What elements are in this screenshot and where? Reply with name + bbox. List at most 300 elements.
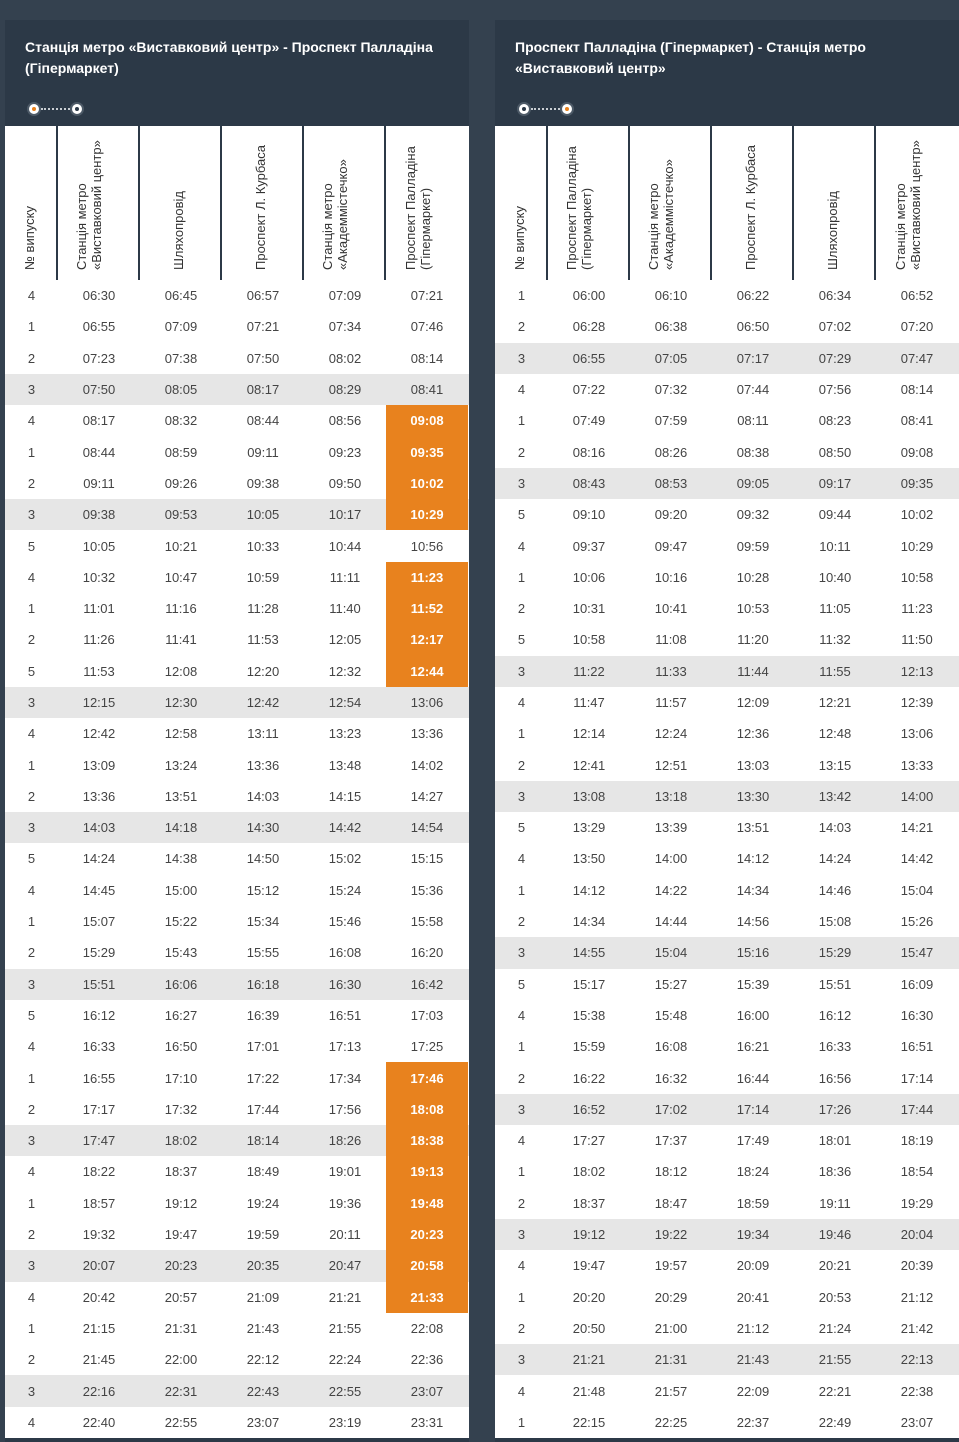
time-cell: 13:36 xyxy=(410,726,444,742)
time-cell: 09:38 xyxy=(246,475,280,491)
time-cell: 19:57 xyxy=(654,1258,688,1274)
time-cell: 22:12 xyxy=(246,1352,280,1368)
time-cell: 08:44 xyxy=(246,413,280,429)
panel-header xyxy=(495,20,959,123)
time-cell: 20:04 xyxy=(900,1227,934,1243)
time-cell: 17:13 xyxy=(328,1039,362,1055)
time-cell: 11:20 xyxy=(737,632,769,648)
table-row xyxy=(5,311,469,342)
time-cell: 13:15 xyxy=(818,757,852,773)
time-cell: 06:00 xyxy=(572,288,606,304)
time-cell: 18:01 xyxy=(818,1133,852,1149)
time-cell: 08:53 xyxy=(654,475,688,491)
table-row xyxy=(5,1062,469,1093)
time-cell: 23:07 xyxy=(246,1414,280,1430)
table-row xyxy=(495,906,959,937)
time-cell: 15:26 xyxy=(900,914,934,930)
time-cell: 16:27 xyxy=(164,1007,198,1023)
time-cell: 07:02 xyxy=(818,319,852,335)
time-cell: 10:11 xyxy=(819,538,851,554)
time-cell: 15:34 xyxy=(246,914,280,930)
time-cell: 07:29 xyxy=(818,350,852,366)
time-cell: 08:41 xyxy=(900,413,934,429)
time-cell: 21:33 xyxy=(386,1282,468,1313)
time-cell: 16:09 xyxy=(900,976,934,992)
table-body xyxy=(5,280,469,1438)
departure-number-cell: 5 xyxy=(517,507,526,523)
time-cell: 16:12 xyxy=(82,1007,116,1023)
departure-number-cell: 4 xyxy=(517,1133,526,1149)
departure-number-cell: 2 xyxy=(27,1101,36,1117)
time-cell: 18:22 xyxy=(82,1164,116,1180)
time-cell: 07:21 xyxy=(410,288,444,304)
column-header: Проспект Л. Курбаса xyxy=(712,126,794,280)
time-cell: 10:41 xyxy=(654,601,688,617)
table-row xyxy=(495,1062,959,1093)
table-row xyxy=(495,1125,959,1156)
departure-number-cell: 1 xyxy=(517,1164,526,1180)
time-cell: 08:29 xyxy=(328,382,362,398)
time-cell: 21:09 xyxy=(246,1289,280,1305)
time-cell: 10:06 xyxy=(572,569,606,585)
time-cell: 17:49 xyxy=(736,1133,770,1149)
time-cell: 12:48 xyxy=(818,726,852,742)
time-cell: 16:50 xyxy=(164,1039,198,1055)
departure-number-cell: 3 xyxy=(27,695,36,710)
time-cell: 12:54 xyxy=(328,695,362,710)
route-line-icon xyxy=(41,108,70,110)
time-cell: 13:03 xyxy=(736,757,770,773)
time-cell: 16:51 xyxy=(900,1039,934,1055)
time-cell: 10:29 xyxy=(900,538,934,554)
table-header xyxy=(5,123,469,280)
time-cell: 21:57 xyxy=(654,1383,688,1399)
time-cell: 19:12 xyxy=(164,1195,198,1211)
time-cell: 13:11 xyxy=(247,726,279,742)
departure-number-cell: 3 xyxy=(27,1133,36,1149)
time-cell: 10:53 xyxy=(736,601,770,617)
table-row xyxy=(5,718,469,749)
table-row xyxy=(495,1282,959,1313)
time-cell: 18:12 xyxy=(654,1164,688,1180)
route-title: Станція метро «Виставковий центр» - Проспект Палладіна (Гіпермаркет) xyxy=(25,39,433,76)
time-cell: 23:07 xyxy=(410,1383,444,1399)
departure-number-cell: 2 xyxy=(27,788,36,804)
table-row xyxy=(5,374,469,405)
time-cell: 22:31 xyxy=(164,1383,198,1399)
table-row xyxy=(495,624,959,655)
time-cell: 11:40 xyxy=(329,601,361,617)
departure-number-cell: 1 xyxy=(517,1414,526,1430)
departure-number-cell: 3 xyxy=(27,507,36,523)
departure-number-cell: 4 xyxy=(27,413,36,429)
departure-number-cell: 2 xyxy=(27,350,36,366)
time-cell: 15:59 xyxy=(572,1039,606,1055)
time-cell: 14:50 xyxy=(246,851,280,867)
time-cell: 07:50 xyxy=(246,350,280,366)
time-cell: 17:34 xyxy=(328,1070,362,1086)
time-cell: 15:24 xyxy=(328,882,362,898)
departure-number-cell: 4 xyxy=(517,538,526,554)
time-cell: 08:14 xyxy=(900,382,934,398)
time-cell: 08:50 xyxy=(818,444,852,460)
time-cell: 17:46 xyxy=(386,1062,468,1093)
time-cell: 12:30 xyxy=(164,695,198,710)
time-cell: 20:20 xyxy=(572,1289,606,1305)
column-header: Проспект Л. Курбаса xyxy=(222,126,304,280)
schedule-panel-inbound xyxy=(495,20,959,1442)
departure-number-cell: 2 xyxy=(27,1227,36,1243)
table-row xyxy=(5,969,469,1000)
departure-number-cell: 1 xyxy=(27,1070,36,1086)
table-row xyxy=(495,562,959,593)
time-cell: 22:25 xyxy=(654,1414,688,1430)
time-cell: 18:02 xyxy=(164,1133,198,1149)
time-cell: 17:44 xyxy=(900,1101,934,1117)
time-cell: 12:39 xyxy=(900,695,934,710)
time-cell: 20:57 xyxy=(164,1289,198,1305)
column-header: Шляхопровід xyxy=(140,126,222,280)
time-cell: 08:17 xyxy=(246,382,280,398)
time-cell: 11:32 xyxy=(819,632,851,648)
time-cell: 11:50 xyxy=(901,632,933,648)
table-row xyxy=(495,1188,959,1219)
time-cell: 14:24 xyxy=(82,851,116,867)
table-row xyxy=(5,1000,469,1031)
time-cell: 08:38 xyxy=(736,444,770,460)
table-row xyxy=(495,593,959,624)
time-cell: 13:30 xyxy=(736,788,770,804)
table-row xyxy=(495,436,959,467)
time-cell: 19:59 xyxy=(246,1227,280,1243)
table-row xyxy=(495,1313,959,1344)
time-cell: 14:21 xyxy=(900,820,934,836)
time-cell: 22:49 xyxy=(818,1414,852,1430)
time-cell: 08:59 xyxy=(164,444,198,460)
table-row xyxy=(5,499,469,530)
table-body xyxy=(495,280,959,1438)
time-cell: 23:07 xyxy=(900,1414,934,1430)
time-cell: 11:16 xyxy=(165,601,197,617)
departure-number-cell: 3 xyxy=(517,1352,526,1368)
table-row xyxy=(495,1344,959,1375)
time-cell: 18:49 xyxy=(246,1164,280,1180)
departure-number-cell: 2 xyxy=(27,945,36,961)
time-cell: 10:29 xyxy=(386,499,468,530)
time-cell: 08:44 xyxy=(82,444,116,460)
time-cell: 14:02 xyxy=(410,757,444,773)
time-cell: 21:15 xyxy=(82,1320,116,1336)
departure-number-cell: 2 xyxy=(517,757,526,773)
route-start-dot-icon xyxy=(517,102,531,116)
schedule-panel-outbound xyxy=(5,20,469,1442)
time-cell: 16:12 xyxy=(818,1007,852,1023)
time-cell: 15:15 xyxy=(410,851,444,867)
time-cell: 11:23 xyxy=(901,601,933,617)
time-cell: 18:37 xyxy=(164,1164,198,1180)
time-cell: 18:47 xyxy=(654,1195,688,1211)
time-cell: 15:38 xyxy=(572,1007,606,1023)
column-header: Станція метро «Виставковий центр» xyxy=(893,140,923,270)
time-cell: 08:32 xyxy=(164,413,198,429)
time-cell: 21:48 xyxy=(572,1383,606,1399)
table-row xyxy=(5,906,469,937)
time-cell: 12:21 xyxy=(818,695,852,710)
time-cell: 06:34 xyxy=(818,288,852,304)
time-cell: 15:58 xyxy=(410,914,444,930)
time-cell: 21:21 xyxy=(572,1352,606,1368)
departure-number-cell: 1 xyxy=(517,882,526,898)
departure-number-cell: 4 xyxy=(517,851,526,867)
time-cell: 16:39 xyxy=(246,1007,280,1023)
time-cell: 16:51 xyxy=(328,1007,362,1023)
time-cell: 15:55 xyxy=(246,945,280,961)
time-cell: 07:46 xyxy=(410,319,444,335)
time-cell: 10:16 xyxy=(654,569,688,585)
time-cell: 07:05 xyxy=(654,350,688,366)
time-cell: 12:44 xyxy=(386,656,468,687)
time-cell: 11:11 xyxy=(329,569,361,585)
time-cell: 14:12 xyxy=(736,851,770,867)
time-cell: 16:08 xyxy=(654,1039,688,1055)
time-cell: 11:28 xyxy=(247,601,279,617)
time-cell: 07:47 xyxy=(900,350,934,366)
time-cell: 14:42 xyxy=(328,820,362,836)
time-cell: 07:21 xyxy=(246,319,280,335)
time-cell: 12:13 xyxy=(900,663,934,679)
time-cell: 17:44 xyxy=(246,1101,280,1117)
time-cell: 11:44 xyxy=(737,663,769,679)
table-row xyxy=(495,781,959,812)
time-cell: 19:34 xyxy=(736,1227,770,1243)
time-cell: 09:08 xyxy=(900,444,934,460)
time-cell: 23:19 xyxy=(328,1414,362,1430)
time-cell: 22:24 xyxy=(328,1352,362,1368)
departure-number-cell: 4 xyxy=(27,726,36,742)
time-cell: 09:23 xyxy=(328,444,362,460)
time-cell: 15:08 xyxy=(818,914,852,930)
time-cell: 14:00 xyxy=(900,788,934,804)
time-cell: 14:12 xyxy=(572,882,606,898)
time-cell: 22:09 xyxy=(736,1383,770,1399)
time-cell: 22:36 xyxy=(410,1352,444,1368)
time-cell: 21:21 xyxy=(328,1289,362,1305)
time-cell: 06:55 xyxy=(572,350,606,366)
column-header: № випуску xyxy=(5,126,58,280)
time-cell: 18:02 xyxy=(572,1164,606,1180)
time-cell: 10:33 xyxy=(246,538,280,554)
time-cell: 16:21 xyxy=(736,1039,770,1055)
table-row xyxy=(5,1156,469,1187)
route-direction-indicator[interactable] xyxy=(517,99,587,119)
table-row xyxy=(495,843,959,874)
time-cell: 22:55 xyxy=(164,1414,198,1430)
table-row xyxy=(495,1375,959,1406)
time-cell: 07:38 xyxy=(164,350,198,366)
time-cell: 13:36 xyxy=(246,757,280,773)
time-cell: 15:27 xyxy=(654,976,688,992)
time-cell: 13:18 xyxy=(654,788,688,804)
time-cell: 11:08 xyxy=(655,632,687,648)
time-cell: 21:43 xyxy=(736,1352,770,1368)
departure-number-cell: 4 xyxy=(27,1164,36,1180)
departure-number-cell: 1 xyxy=(27,601,36,617)
time-cell: 14:54 xyxy=(410,820,444,836)
time-cell: 21:45 xyxy=(82,1352,116,1368)
time-cell: 15:48 xyxy=(654,1007,688,1023)
departure-number-cell: 4 xyxy=(517,382,526,398)
time-cell: 11:33 xyxy=(655,663,687,679)
time-cell: 08:43 xyxy=(572,475,606,491)
time-cell: 09:35 xyxy=(900,475,934,491)
time-cell: 14:30 xyxy=(246,820,280,836)
time-cell: 18:08 xyxy=(386,1094,468,1125)
departure-number-cell: 5 xyxy=(27,663,36,679)
time-cell: 19:47 xyxy=(164,1227,198,1243)
time-cell: 15:47 xyxy=(900,945,934,961)
time-cell: 19:13 xyxy=(386,1156,468,1187)
departure-number-cell: 4 xyxy=(27,288,36,304)
route-direction-indicator[interactable] xyxy=(27,99,97,119)
table-row xyxy=(495,1094,959,1125)
time-cell: 17:02 xyxy=(654,1101,688,1117)
departure-number-cell: 3 xyxy=(517,350,526,366)
table-row xyxy=(495,718,959,749)
time-cell: 09:10 xyxy=(572,507,606,523)
time-cell: 14:45 xyxy=(82,882,116,898)
time-cell: 13:51 xyxy=(164,788,198,804)
time-cell: 17:10 xyxy=(164,1070,198,1086)
time-cell: 18:14 xyxy=(246,1133,280,1149)
time-cell: 06:10 xyxy=(654,288,688,304)
time-cell: 11:41 xyxy=(165,632,197,648)
time-cell: 16:32 xyxy=(654,1070,688,1086)
time-cell: 15:29 xyxy=(82,945,116,961)
time-cell: 11:53 xyxy=(247,632,279,648)
table-row xyxy=(5,405,469,436)
time-cell: 07:09 xyxy=(164,319,198,335)
time-cell: 12:05 xyxy=(328,632,362,648)
time-cell: 22:08 xyxy=(410,1320,444,1336)
time-cell: 16:56 xyxy=(818,1070,852,1086)
time-cell: 12:42 xyxy=(82,726,116,742)
time-cell: 10:56 xyxy=(410,538,444,554)
table-row xyxy=(5,812,469,843)
time-cell: 20:23 xyxy=(164,1258,198,1274)
time-cell: 07:59 xyxy=(654,413,688,429)
table-row xyxy=(495,812,959,843)
time-cell: 13:39 xyxy=(654,820,688,836)
time-cell: 17:37 xyxy=(654,1133,688,1149)
time-cell: 10:17 xyxy=(328,507,362,523)
time-cell: 14:55 xyxy=(572,945,606,961)
time-cell: 20:50 xyxy=(572,1320,606,1336)
table-row xyxy=(5,1125,469,1156)
time-cell: 19:36 xyxy=(328,1195,362,1211)
departure-number-cell: 1 xyxy=(27,1320,36,1336)
table-row xyxy=(495,687,959,718)
column-header: Проспект Палладіна (Гіпермаркет) xyxy=(548,126,630,280)
time-cell: 12:36 xyxy=(736,726,770,742)
time-cell: 10:58 xyxy=(572,632,606,648)
table-row xyxy=(5,562,469,593)
departure-number-cell: 4 xyxy=(517,1007,526,1023)
departure-number-cell: 3 xyxy=(517,1227,526,1243)
time-cell: 14:46 xyxy=(818,882,852,898)
departure-number-cell: 3 xyxy=(517,788,526,804)
time-cell: 13:29 xyxy=(572,820,606,836)
time-cell: 09:35 xyxy=(386,436,468,467)
time-cell: 09:47 xyxy=(654,538,688,554)
time-cell: 20:23 xyxy=(386,1219,468,1250)
time-cell: 10:05 xyxy=(82,538,116,554)
time-cell: 13:08 xyxy=(572,788,606,804)
departure-number-cell: 2 xyxy=(27,632,36,648)
departure-number-cell: 3 xyxy=(27,976,36,992)
time-cell: 15:51 xyxy=(818,976,852,992)
time-cell: 11:22 xyxy=(573,663,605,679)
departure-number-cell: 1 xyxy=(27,1195,36,1211)
time-cell: 14:44 xyxy=(654,914,688,930)
time-cell: 09:59 xyxy=(736,538,770,554)
table-row xyxy=(5,749,469,780)
time-cell: 21:31 xyxy=(164,1320,198,1336)
table-row xyxy=(495,1250,959,1281)
time-cell: 09:44 xyxy=(818,507,852,523)
time-cell: 16:33 xyxy=(818,1039,852,1055)
departure-number-cell: 1 xyxy=(517,288,526,304)
route-line-icon xyxy=(531,108,560,110)
time-cell: 21:12 xyxy=(900,1289,934,1305)
time-cell: 14:22 xyxy=(654,882,688,898)
time-cell: 10:59 xyxy=(246,569,280,585)
time-cell: 12:17 xyxy=(386,624,468,655)
time-cell: 14:15 xyxy=(328,788,362,804)
time-cell: 14:38 xyxy=(164,851,198,867)
table-row xyxy=(5,1250,469,1281)
time-cell: 19:22 xyxy=(654,1227,688,1243)
time-cell: 09:38 xyxy=(82,507,116,523)
time-cell: 16:42 xyxy=(410,976,444,992)
time-cell: 06:45 xyxy=(164,288,198,304)
table-row xyxy=(495,749,959,780)
time-cell: 19:01 xyxy=(328,1164,362,1180)
time-cell: 06:55 xyxy=(82,319,116,335)
time-cell: 12:20 xyxy=(246,663,280,679)
departure-number-cell: 2 xyxy=(517,601,526,617)
time-cell: 22:37 xyxy=(736,1414,770,1430)
time-cell: 18:38 xyxy=(386,1125,468,1156)
time-cell: 13:33 xyxy=(900,757,934,773)
table-row xyxy=(5,843,469,874)
time-cell: 20:41 xyxy=(736,1289,770,1305)
time-cell: 22:38 xyxy=(900,1383,934,1399)
time-cell: 12:41 xyxy=(572,757,606,773)
column-header: Шляхопровід xyxy=(794,126,876,280)
time-cell: 16:44 xyxy=(736,1070,770,1086)
time-cell: 07:17 xyxy=(736,350,770,366)
time-cell: 12:32 xyxy=(328,663,362,679)
time-cell: 11:53 xyxy=(83,663,115,679)
time-cell: 20:53 xyxy=(818,1289,852,1305)
departure-number-cell: 3 xyxy=(517,945,526,961)
route-end-dot-icon xyxy=(70,102,84,116)
time-cell: 19:32 xyxy=(82,1227,116,1243)
departure-number-cell: 3 xyxy=(27,1258,36,1274)
table-row xyxy=(495,1000,959,1031)
departure-number-cell: 3 xyxy=(517,663,526,679)
departure-number-cell: 1 xyxy=(27,319,36,335)
